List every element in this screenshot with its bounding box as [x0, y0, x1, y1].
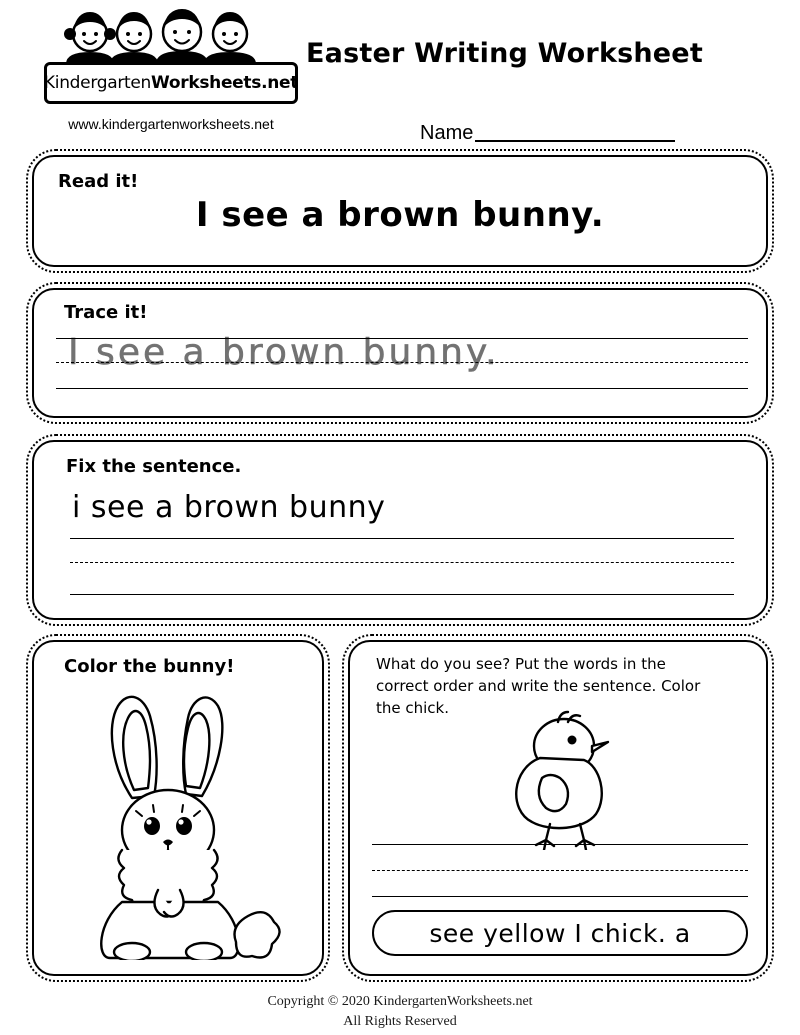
name-label: Name	[420, 122, 474, 144]
word-bank-text: see yellow I chick. a	[429, 918, 691, 948]
logo-wordmark	[44, 62, 298, 104]
read-it-section	[32, 155, 768, 267]
read-it-sentence: I see a brown bunny.	[195, 195, 605, 235]
fix-rule-mid	[70, 562, 734, 563]
fix-rule-top	[70, 538, 734, 539]
name-field	[420, 122, 675, 145]
trace-it-label: Trace it!	[64, 302, 148, 323]
rights-text: All Rights Reserved	[343, 1014, 457, 1030]
fix-rule-bottom	[70, 594, 734, 595]
write-rule-top	[372, 844, 748, 845]
color-bunny-label: Color the bunny!	[64, 656, 235, 677]
logo-text-kindergarten: Kindergarten	[43, 73, 152, 93]
copyright-text: Copyright © 2020 KindergartenWorksheets.net	[267, 994, 533, 1009]
word-bank	[372, 910, 748, 956]
trace-rule-bottom	[56, 388, 748, 389]
name-input-blank[interactable]	[475, 122, 675, 142]
write-rule-mid	[372, 870, 748, 871]
trace-it-section	[32, 288, 768, 418]
word-order-section	[348, 640, 768, 976]
chick-line-art-icon	[480, 710, 640, 850]
kids-illustration-icon	[58, 8, 278, 64]
site-logo[interactable]	[43, 8, 299, 108]
read-it-label: Read it!	[58, 171, 139, 192]
trace-it-dotted-text[interactable]: I see a brown bunny.	[68, 332, 500, 373]
write-rule-bottom	[372, 896, 748, 897]
word-order-instructions: What do you see? Put the words in the correct order and write the sentence. Color the chick.	[376, 655, 701, 717]
worksheet-header	[0, 0, 800, 150]
bunny-line-art-icon	[62, 690, 298, 960]
logo-text-worksheets: Worksheets	[151, 73, 262, 93]
site-url: www.kindergartenworksheets.net	[68, 116, 274, 132]
fix-sentence-label: Fix the sentence.	[66, 456, 242, 477]
color-bunny-section	[32, 640, 324, 976]
page-title: Easter Writing Worksheet	[306, 38, 703, 69]
footer	[0, 992, 800, 1033]
fix-sentence-text: i see a brown bunny	[72, 490, 386, 525]
fix-sentence-section	[32, 440, 768, 620]
logo-text-tld: .net	[261, 73, 299, 93]
